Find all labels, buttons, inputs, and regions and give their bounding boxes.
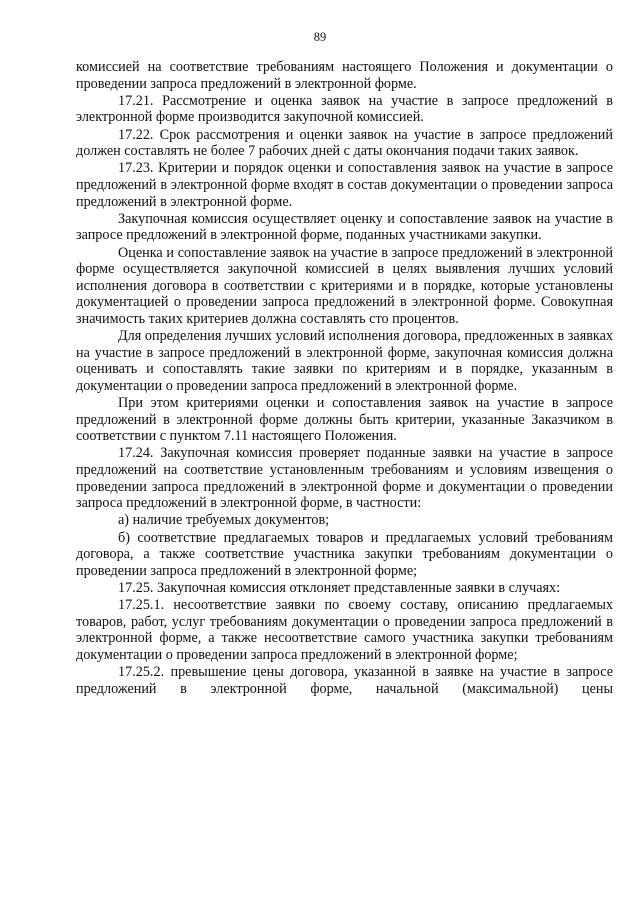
paragraph: Оценка и сопоставление заявок на участие в запросе предложений в электронной форме осуществляется закупочной комиссией в целях выявления лучших условий исполнения договора в соответствии с критериями и в порядке, которые установлены документацией о проведении запроса предложений в электронной форме. Совокупная значимость таких критериев должна составлять сто процентов. [76, 244, 613, 327]
paragraph: 17.24. Закупочная комиссия проверяет поданные заявки на участие в запросе предложений на соответствие установленным требованиям и условиям извещения о проведении запроса предложений в электронной форме и документации о проведении запроса предложений в электронной форме, в частности: [76, 445, 613, 512]
paragraph: 17.25.1. несоответствие заявки по своему составу, описанию предлагаемых товаров, работ, услуг требованиям документации о проведении запроса предложений в электронной форме, а также несоответствие самого участника закупки требованиям документации о проведении запроса предложений в электронной форме; [76, 597, 613, 663]
paragraph: 17.22. Срок рассмотрения и оценки заявок на участие в запросе предложений должен составлять не более 7 рабочих дней с даты окончания подачи таких заявок. [76, 126, 613, 160]
paragraph: 17.21. Рассмотрение и оценка заявок на участие в запросе предложений в электронной форме производится закупочной комиссией. [76, 92, 613, 126]
document-body [76, 59, 613, 697]
paragraph: комиссией на соответствие требованиям настоящего Положения и документации о проведении запроса предложений в электронной форме. [76, 59, 613, 92]
page-number: 89 [313, 30, 327, 44]
paragraph: Закупочная комиссия осуществляет оценку и сопоставление заявок на участие в запросе предложений в электронной форме, поданных участниками закупки. [76, 210, 613, 244]
paragraph: При этом критериями оценки и сопоставления заявок на участие в запросе предложений в электронной форме должны быть критерии, указанные Заказчиком в соответствии с пунктом 7.11 настоящего Положения. [76, 395, 613, 445]
paragraph: 17.25. Закупочная комиссия отклоняет представленные заявки в случаях: [118, 579, 561, 596]
paragraph: 17.25.2. превышение цены договора, указанной в заявке на участие в запросе предложений в электронной форме, начальной (максимальной) цены [76, 664, 613, 697]
paragraph: 17.23. Критерии и порядок оценки и сопоставления заявок на участие в запросе предложений в электронной форме входят в состав документации о проведении запроса предложений в электронной форме. [76, 160, 613, 210]
paragraph: б) соответствие предлагаемых товаров и предлагаемых условий требованиям договора, а также соответствие участника закупки требованиям документации о проведении запроса предложений в электронной форме; [76, 529, 613, 579]
paragraph: а) наличие требуемых документов; [118, 512, 330, 529]
paragraph: Для определения лучших условий исполнения договора, предложенных в заявках на участие в запросе предложений в электронной форме, закупочная комиссия должна оценивать и сопоставлять такие заявки по критериям и в порядке, указанным в документации о проведении запроса предложений в электронной форме. [76, 328, 613, 394]
